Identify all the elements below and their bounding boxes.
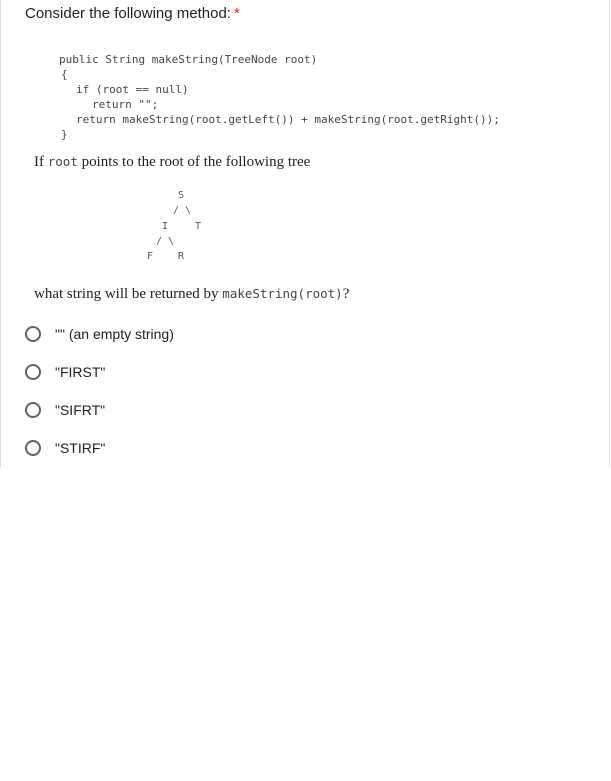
code-line-2: { [61,68,68,81]
return-question-code: makeString(root) [222,286,343,301]
code-line-5: return makeString(root.getLeft()) + makeString(root.getRight()); [76,113,500,126]
tree-node-i: I [162,221,169,232]
code-line-1: public String makeString(TreeNode root) [59,53,318,66]
tree-prompt [34,154,310,171]
option-first[interactable] [25,361,105,383]
code-line-6: } [61,128,68,141]
option-label: "" (an empty string) [55,326,174,342]
tree-prompt-part2: points to the root of the following tree [81,154,311,170]
tree-prompt-part1: If [34,154,44,170]
question-title-text: Consider the following method: [25,5,231,22]
code-line-4: return ""; [92,98,159,111]
radio-button-icon[interactable] [25,326,41,342]
tree-node-s: S [178,190,185,201]
option-label: "STIRF" [55,440,106,456]
radio-button-icon[interactable] [25,440,41,456]
return-question-part2: ? [342,286,350,302]
radio-button-icon[interactable] [25,402,41,418]
option-stirf[interactable] [25,437,105,459]
required-asterisk: * [233,5,240,22]
tree-edges-bottom: / \ [156,236,175,247]
return-question [34,286,349,303]
tree-node-f: F [147,251,154,262]
option-sifrt[interactable] [25,399,105,421]
tree-node-t: T [195,221,202,232]
question-title [25,5,240,22]
option-label: "SIFRT" [55,402,106,418]
code-line-3: if (root == null) [76,83,189,96]
tree-prompt-code: root [47,154,78,169]
return-question-part1: what string will be returned by [34,286,219,302]
radio-button-icon[interactable] [25,364,41,380]
option-empty-string[interactable] [25,323,174,345]
tree-node-r: R [178,251,185,262]
option-label: "FIRST" [55,364,106,380]
tree-edges-top: / \ [173,205,192,216]
